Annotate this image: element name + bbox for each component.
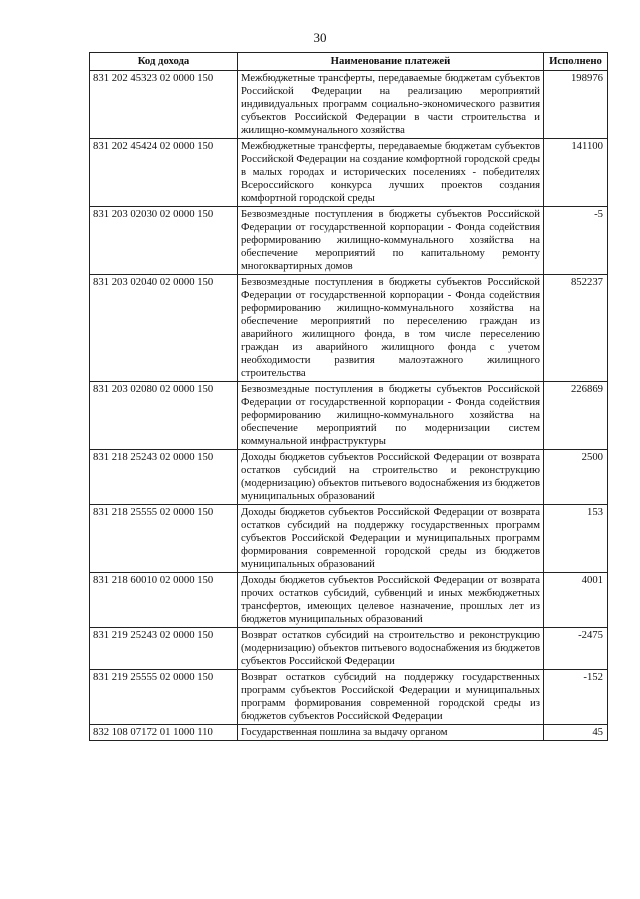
income-code: 831 219 25243 02 0000 150 — [90, 628, 238, 670]
income-code: 831 203 02040 02 0000 150 — [90, 275, 238, 382]
income-code: 831 203 02080 02 0000 150 — [90, 382, 238, 450]
payment-name: Безвозмездные поступления в бюджеты субъектов Российской Федерации от государственной корпорации - Фонда содействия реформированию жилищно-коммунального хозяйства на обеспечение мероприятий по переселению граждан из аварийного жилищного фонда, в том числе переселению граждан из аварийного жилищного фонда с учетом необходимости развития малоэтажного жилищного строительства — [238, 275, 544, 382]
payment-name: Доходы бюджетов субъектов Российской Федерации от возврата остатков субсидий на строительство и реконструкцию (модернизацию) объектов питьевого водоснабжения из бюджетов муниципальных образований — [238, 450, 544, 505]
executed-value: -5 — [544, 207, 608, 275]
payment-name: Доходы бюджетов субъектов Российской Федерации от возврата остатков субсидий на поддержку государственных программ субъектов Российской Федерации и муниципальных программ формирования современной городской среды из бюджетов муниципальных образований — [238, 505, 544, 573]
executed-value: 2500 — [544, 450, 608, 505]
income-code: 831 218 25243 02 0000 150 — [90, 450, 238, 505]
revenue-table — [89, 52, 608, 741]
payment-name: Доходы бюджетов субъектов Российской Федерации от возврата прочих остатков субсидий, субвенций и иных межбюджетных трансфертов, имеющих целевое назначение, прошлых лет из бюджетов муниципальных образований — [238, 573, 544, 628]
table-row — [90, 450, 608, 505]
income-code: 831 218 25555 02 0000 150 — [90, 505, 238, 573]
income-code: 831 219 25555 02 0000 150 — [90, 670, 238, 725]
table-row — [90, 71, 608, 139]
payment-name: Государственная пошлина за выдачу органом — [238, 725, 544, 741]
executed-value: 153 — [544, 505, 608, 573]
income-code: 832 108 07172 01 1000 110 — [90, 725, 238, 741]
income-code: 831 202 45323 02 0000 150 — [90, 71, 238, 139]
header-value: Исполнено — [544, 53, 608, 71]
table-row — [90, 275, 608, 382]
header-code: Код дохода — [90, 53, 238, 71]
table-row — [90, 725, 608, 741]
payment-name: Возврат остатков субсидий на поддержку государственных программ субъектов Российской Федерации и муниципальных программ формирования современной городской среды из бюджетов субъектов Российской Федерации — [238, 670, 544, 725]
executed-value: 226869 — [544, 382, 608, 450]
table-row — [90, 505, 608, 573]
executed-value: 198976 — [544, 71, 608, 139]
income-code: 831 203 02030 02 0000 150 — [90, 207, 238, 275]
executed-value: -152 — [544, 670, 608, 725]
executed-value: -2475 — [544, 628, 608, 670]
executed-value: 852237 — [544, 275, 608, 382]
header-name: Наименование платежей — [238, 53, 544, 71]
executed-value: 45 — [544, 725, 608, 741]
payment-name: Межбюджетные трансферты, передаваемые бюджетам субъектов Российской Федерации на создание комфортной городской среды в малых городах и исторических поселениях - победителях Всероссийского конкурса лучших проектов создания комфортной городской среды — [238, 139, 544, 207]
table-row — [90, 573, 608, 628]
table-row — [90, 139, 608, 207]
income-code: 831 218 60010 02 0000 150 — [90, 573, 238, 628]
table-row — [90, 670, 608, 725]
table-row — [90, 382, 608, 450]
payment-name: Возврат остатков субсидий на строительство и реконструкцию (модернизацию) объектов питьевого водоснабжения из бюджетов субъектов Российской Федерации — [238, 628, 544, 670]
payment-name: Межбюджетные трансферты, передаваемые бюджетам субъектов Российской Федерации на реализацию мероприятий индивидуальных программ социально-экономического развития субъектов Российской Федерации в части строительства и жилищно-коммунального хозяйства — [238, 71, 544, 139]
executed-value: 141100 — [544, 139, 608, 207]
payment-name: Безвозмездные поступления в бюджеты субъектов Российской Федерации от государственной корпорации - Фонда содействия реформированию жилищно-коммунального хозяйства на обеспечение мероприятий по модернизации систем коммунальной инфраструктуры — [238, 382, 544, 450]
income-code: 831 202 45424 02 0000 150 — [90, 139, 238, 207]
payment-name: Безвозмездные поступления в бюджеты субъектов Российской Федерации от государственной корпорации - Фонда содействия реформированию жилищно-коммунального хозяйства на обеспечение мероприятий по капитальному ремонту многоквартирных домов — [238, 207, 544, 275]
page-number: 30 — [313, 30, 327, 45]
table-row — [90, 628, 608, 670]
executed-value: 4001 — [544, 573, 608, 628]
table-header-row — [90, 53, 608, 71]
table-row — [90, 207, 608, 275]
